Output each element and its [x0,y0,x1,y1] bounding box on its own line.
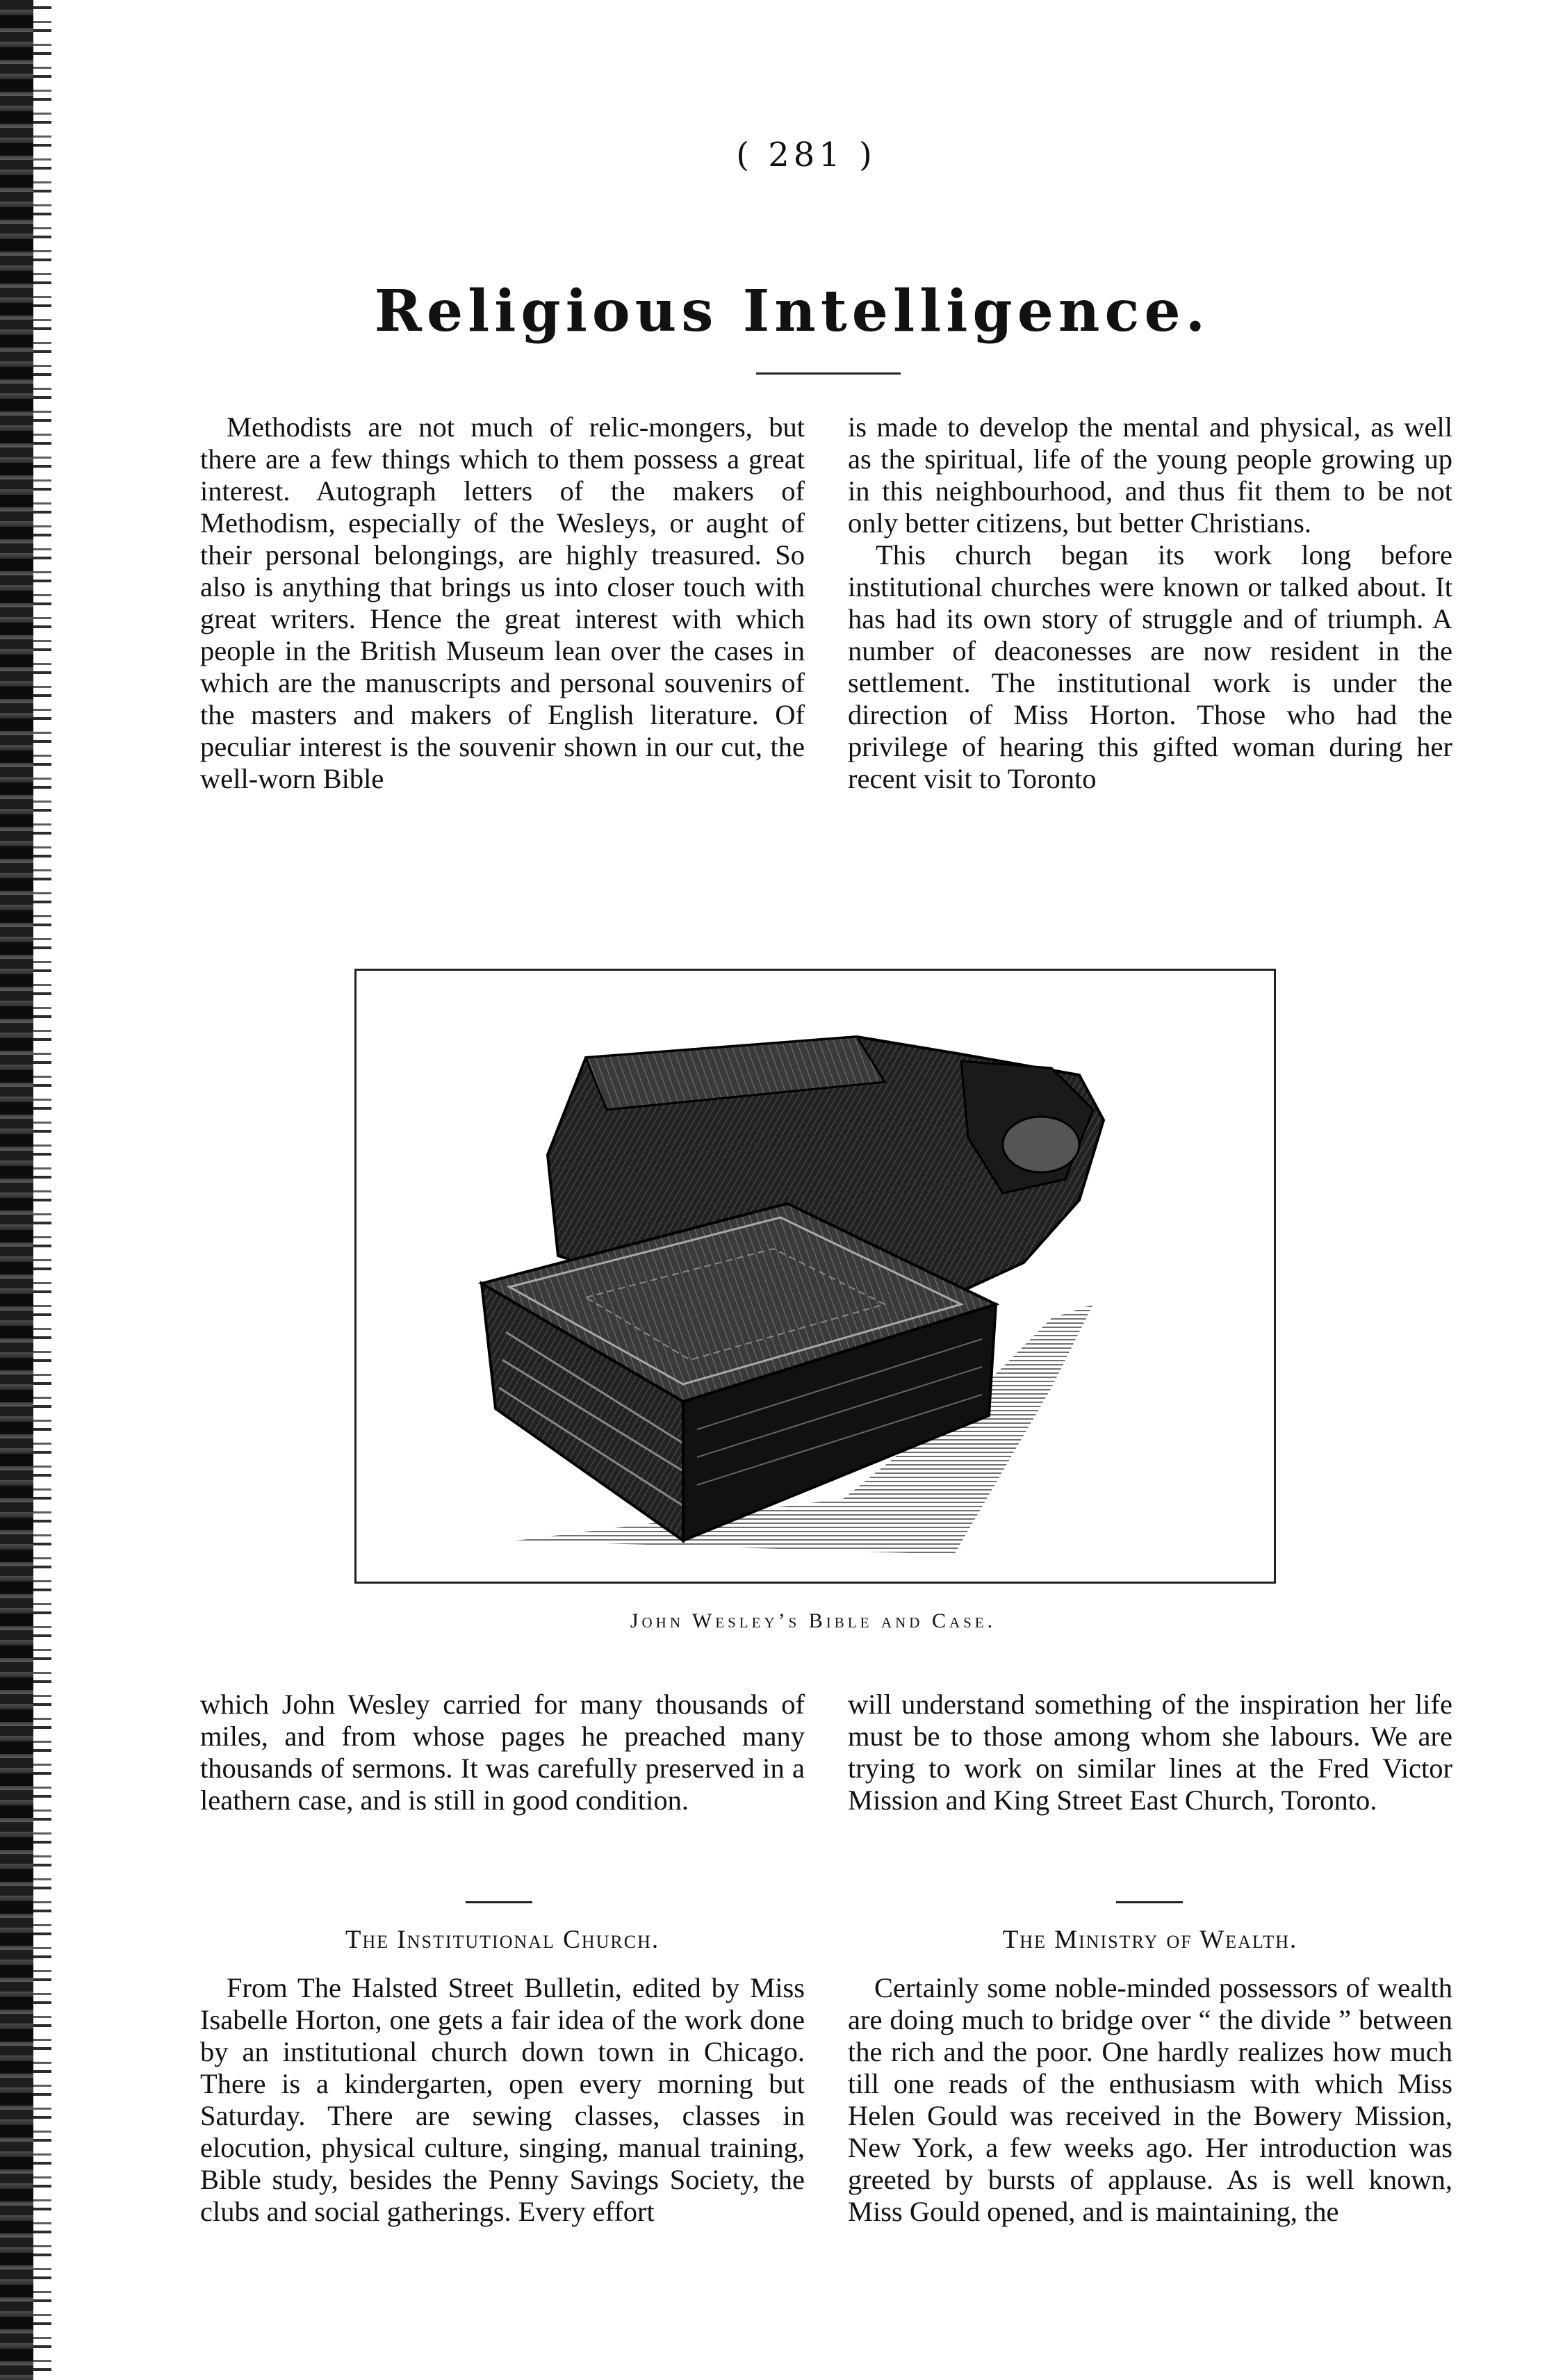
figure-caption: John Wesley’s Bible and Case. [630,1609,997,1632]
wealth-paragraph-1: Certainly some noble-minded possessors of wealth are doing much to bridge over “ the divide ” between the rich and the poor. One hardly realizes how much till one reads of the enthusiasm with which Miss Helen Gould was received in the Bowery Mission, New York, a few weeks ago. Her introduction was greeted by bursts of applause. As is well known, Miss Gould opened, and is maintaining, the [848,1972,1452,2227]
institutional-paragraph-2: This church began its work long before institutional churches were known or talked about. It has had its own story of struggle and of triumph. A number of deaconesses are now resident in the settlement. The institutional work is under the direction of Miss Horton. Those who had the privilege of hearing this gifted woman during her recent visit to Toronto [848,539,1452,794]
bible-engraving-icon [357,971,1274,1582]
title-divider [756,372,901,375]
page-number: ( 281 ) [736,136,876,174]
section-heading-wealth: The Ministry of Wealth. [1002,1926,1298,1954]
article-paragraph-continued: which John Wesley carried for many thousands of miles, and from whose pages he preached many thousands of sermons. It was carefully preserved in a leathern case, and is still in good condition. [200,1689,805,1816]
institutional-column [200,1972,805,2228]
article-column-bottom-right [848,1689,1452,1816]
section-divider-left [466,1901,532,1903]
scan-binding-edge [0,0,49,2380]
article-paragraph-1: Methodists are not much of relic-mongers, but there are a few things which to them possess a great interest. Autograph letters of the makers of Methodism, especially of the Wesleys, or aught of their personal belongings, are highly treasured. So also is anything that brings us into closer touch with great writers. Hence the great interest with which people in the British Museum lean over the cases in which are the manuscripts and personal souvenirs of the masters and makers of English literature. Of peculiar interest is the souvenir shown in our cut, the well-worn Bible [200,411,805,794]
institutional-paragraph-1: From The Halsted Street Bulletin, edited by Miss Isabelle Horton, one gets a fair idea of the work done by an institutional church down town in Chicago. There is a kindergarten, open every morning but Saturday. There are sewing classes, classes in elocution, physical culture, singing, manual training, Bible study, besides the Penny Savings Society, the clubs and social gatherings. Every effort [200,1972,805,2227]
article-column-bottom-left [200,1689,805,1816]
institutional-paragraph-continued: is made to develop the mental and physical, as well as the spiritual, life of the young people growing up in this neighbourhood, and thus fit them to be not only better citizens, but better Christians. [848,411,1452,539]
bible-illustration [354,969,1276,1584]
article-column-top-left [200,411,805,795]
article-column-top-right [848,411,1452,795]
institutional-paragraph-end: will understand something of the inspiration her life must be to those among whom she labours. We are trying to work on similar lines at the Fred Victor Mission and King Street East Church, Toronto. [848,1689,1452,1816]
section-heading-institutional: The Institutional Church. [345,1926,660,1954]
page-title: Religious Intelligence. [374,278,1211,345]
wealth-column [848,1972,1452,2228]
section-divider-right [1116,1901,1183,1903]
